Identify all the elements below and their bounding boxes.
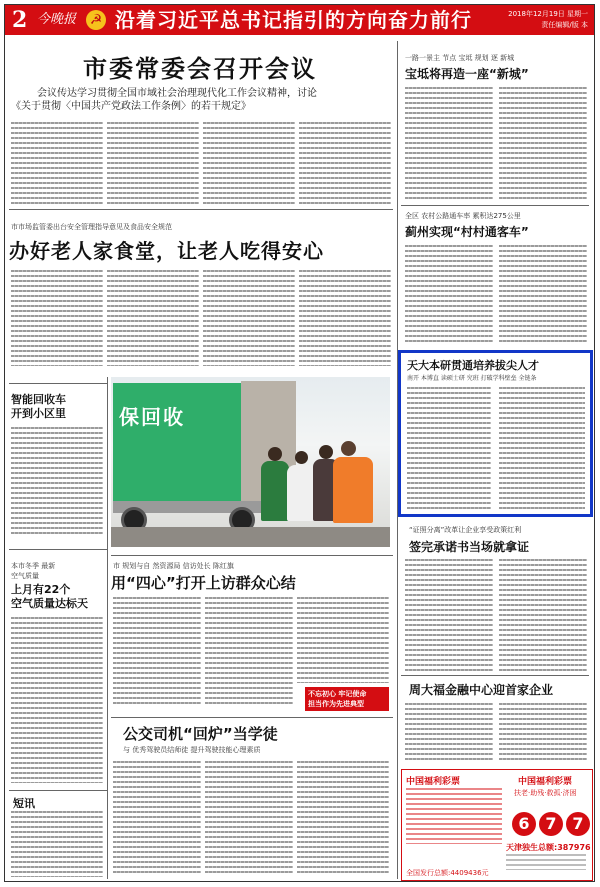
story5-headline[interactable]: 周大福金融中心迎首家企业 — [409, 683, 554, 697]
lottery-slogan: 扶老·助残·救孤·济困 — [514, 789, 577, 797]
column-rule — [107, 377, 108, 879]
story3-headline[interactable]: 天大本研贯通培养拔尖人才 — [407, 359, 539, 372]
story4-kicker: “证照分离”改革让企业享受政策红利 — [409, 526, 522, 534]
petition-body-col3 — [297, 597, 389, 683]
lead-body-col2 — [107, 122, 199, 204]
recycling-truck-photo — [111, 377, 390, 547]
lead-deck — [11, 87, 317, 113]
canteen-headline[interactable]: 办好老人家食堂，让老人吃得安心 — [9, 239, 324, 263]
divider — [111, 555, 393, 556]
canteen-body-col1 — [11, 270, 103, 366]
page-slogan: 沿着习近平总书记指引的方向奋力前行 — [115, 8, 472, 32]
masthead-logo: 今晚报 — [37, 12, 77, 27]
lottery-brand-right: 中国福利彩票 — [518, 777, 573, 787]
brief1-title-line1: 智能回收车 — [11, 393, 66, 406]
resident-figure — [333, 457, 373, 523]
canteen-body-col4 — [299, 270, 391, 366]
newspaper-page — [4, 4, 595, 882]
red-series-label — [305, 687, 389, 711]
jackpot-label: 天津独生总额: — [506, 843, 558, 852]
divider — [401, 205, 589, 206]
lottery-number-ball: 7 — [566, 812, 590, 836]
divider — [401, 675, 589, 676]
story4-body-col2 — [499, 559, 587, 671]
lottery-jackpot — [506, 842, 591, 853]
brief2-headline[interactable] — [11, 583, 88, 611]
lead-body-col1 — [11, 122, 103, 204]
bus-driver-headline[interactable]: 公交司机“回炉”当学徒 — [123, 725, 278, 743]
story1-kicker: 一路一景主 节点 宝坻 规划 逐 新城 — [405, 54, 515, 62]
story5-body-col2 — [499, 703, 587, 761]
red-label-line2: 担当作为先进典型 — [308, 700, 364, 708]
brief2-kicker — [11, 561, 55, 581]
story4-headline[interactable]: 签完承诺书当场就拿证 — [409, 540, 530, 554]
story1-body-col2 — [499, 87, 587, 199]
lead-headline[interactable]: 市委常委会召开会议 — [83, 55, 317, 83]
worker-figure — [261, 461, 289, 521]
masthead-bar — [5, 5, 594, 35]
story3-kicker: 南开 本博直 读硕士研 究班 打破学科壁垒 全链条 — [407, 375, 537, 382]
story3-body-col1 — [407, 387, 491, 509]
lead-body-col4 — [299, 122, 391, 204]
story2-kicker: 全区 农村公路通车率 累积达275公里 — [405, 212, 521, 220]
page-number: 2 — [12, 7, 28, 33]
brief1-headline[interactable] — [11, 393, 66, 421]
brief2-body — [11, 617, 103, 783]
divider — [111, 717, 393, 718]
canteen-body-col3 — [203, 270, 295, 366]
divider — [9, 383, 107, 384]
canteen-kicker: 市市场监管委出台安全管理指导意见及食品安全规范 — [11, 223, 172, 231]
story3-body-col2 — [499, 387, 585, 509]
lottery-advertisement[interactable] — [401, 769, 593, 881]
petition-headline[interactable]: 用“四心”打开上访群众心结 — [111, 574, 296, 592]
petition-body-col2 — [205, 597, 293, 707]
brief3-body — [11, 811, 103, 877]
bus-driver-body-col3 — [297, 761, 389, 875]
brief2-title-line1: 上月有22个 — [11, 583, 71, 596]
person-head — [341, 441, 356, 456]
party-emblem-icon: ☭ — [86, 10, 106, 30]
petition-body-col1 — [113, 597, 201, 707]
lottery-number-ball: 7 — [539, 812, 563, 836]
canteen-body-col2 — [107, 270, 199, 366]
brief1-body — [11, 427, 103, 537]
person-head — [319, 445, 333, 459]
brief1-title-line2: 开到小区里 — [11, 407, 66, 420]
person-head — [268, 447, 282, 461]
bus-driver-body-col1 — [113, 761, 201, 875]
story1-body-col1 — [405, 87, 493, 199]
lottery-prize-table — [506, 854, 586, 870]
divider — [9, 549, 107, 550]
story2-headline[interactable]: 蓟州实现“村村通客车” — [405, 225, 529, 239]
brief2-title-line2: 空气质量达标天 — [11, 597, 88, 610]
brief3-headline[interactable]: 短讯 — [13, 797, 35, 810]
divider — [9, 790, 107, 791]
brief2-kicker-line1: 本市冬季 最新 — [11, 562, 56, 570]
lead-deck-line2: 《关于贯彻〈中国共产党政法工作条例〉的若干规定》 — [11, 101, 251, 112]
lottery-brand-left: 中国福利彩票 — [406, 777, 461, 787]
person-head — [295, 451, 308, 464]
edition-text: 责任编辑/版 本 — [541, 21, 588, 29]
truck-lettering: 保回收 — [119, 405, 185, 429]
story4-body-col1 — [405, 559, 493, 671]
brief2-kicker-line2: 空气质量 — [11, 572, 39, 580]
ground — [111, 527, 390, 547]
bus-driver-kicker: 与 优秀驾驶员结师徒 提升驾驶技能心理素质 — [123, 746, 261, 754]
story5-body-col1 — [405, 703, 493, 761]
bus-driver-body-col2 — [205, 761, 293, 875]
issue-date — [498, 9, 588, 31]
date-text: 2018年12月19日 星期一 — [508, 10, 588, 18]
lead-body-col3 — [203, 122, 295, 204]
petition-kicker: 市 规划与自 然资源局 信访处长 陈红旗 — [113, 562, 234, 570]
lottery-footer: 全国发行总额:4409436元 — [406, 869, 489, 877]
lead-deck-line1: 会议传达学习贯彻全国市域社会治理现代化工作会议精神，讨论 — [37, 88, 317, 99]
lottery-results-table — [406, 788, 502, 844]
divider — [9, 209, 393, 210]
lottery-number-ball: 6 — [512, 812, 536, 836]
story2-body-col1 — [405, 245, 493, 345]
jackpot-value: 387976 — [557, 843, 591, 852]
red-label-line1: 不忘初心 牢记使命 — [308, 690, 367, 698]
story2-body-col2 — [499, 245, 587, 345]
story1-headline[interactable]: 宝坻将再造一座“新城” — [405, 67, 529, 81]
